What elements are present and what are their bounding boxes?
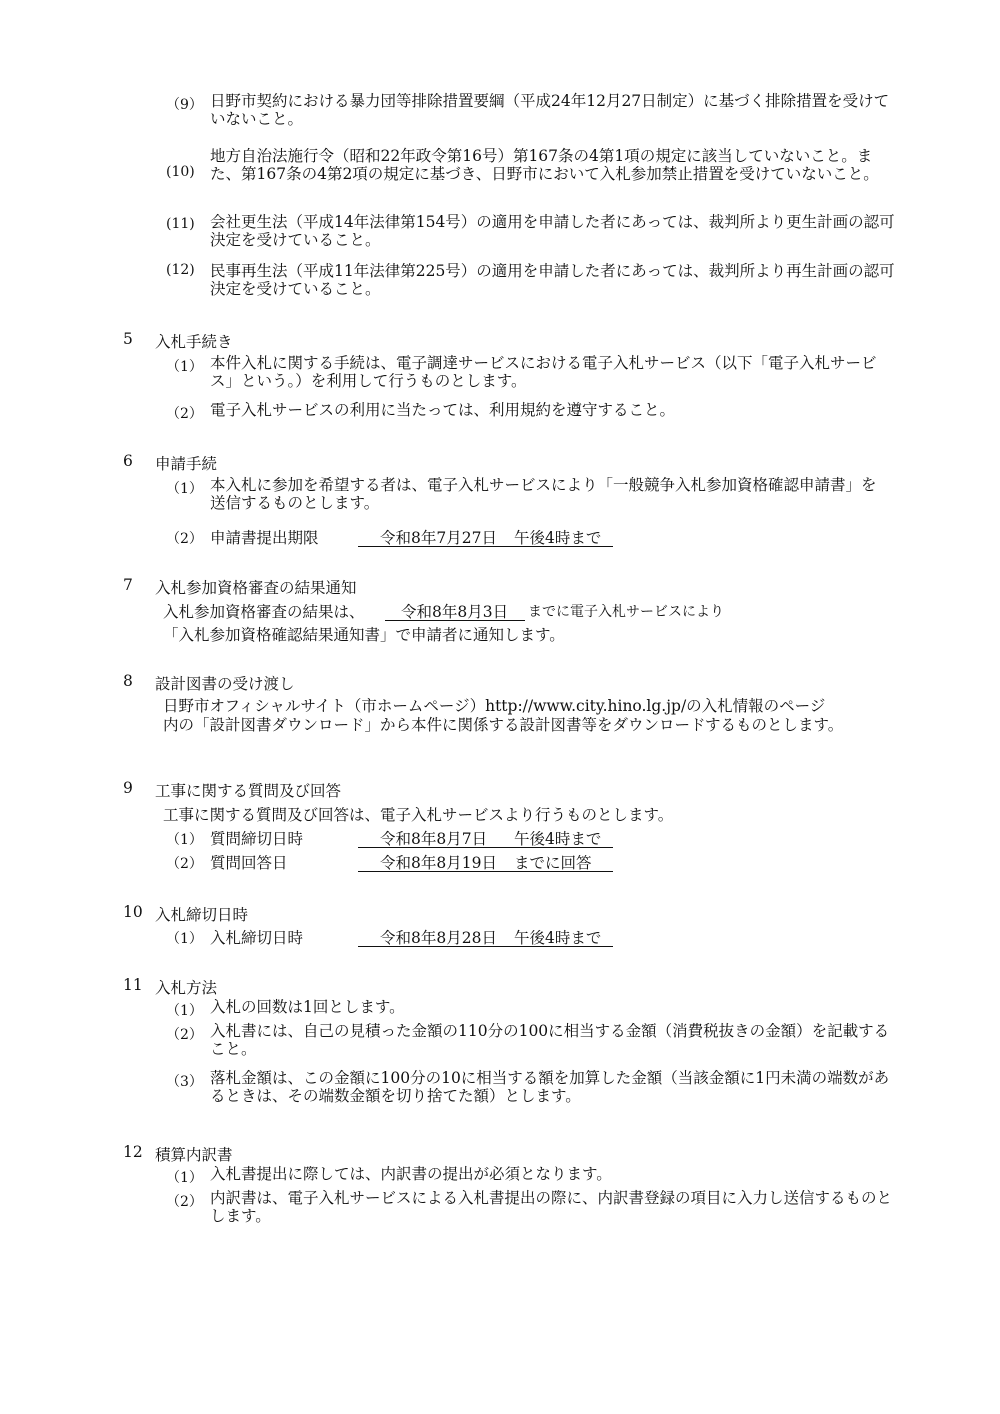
section-title: 工事に関する質問及び回答 bbox=[155, 782, 342, 800]
design-docs-text: 日野市オフィシャルサイト（市ホームページ）http://www.city.hino.lg.jp/の入札情報のページ bbox=[163, 697, 826, 715]
item-text: 入札書には、自己の見積った金額の110分の100に相当する金額（消費税抜きの金額）を記載すること。 bbox=[210, 1022, 890, 1058]
item-number: （1） bbox=[166, 832, 203, 848]
result-notice-text-3: 「入札参加資格確認結果通知書」で申請者に通知します。 bbox=[163, 626, 565, 644]
item-number: (11) bbox=[166, 216, 195, 232]
section-title: 申請手続 bbox=[155, 455, 218, 473]
item-number: （9） bbox=[166, 97, 203, 113]
bid-deadline-time: 午後4時まで bbox=[514, 929, 602, 947]
section-number: 9 bbox=[123, 779, 133, 797]
section-number: 12 bbox=[123, 1143, 143, 1161]
qa-deadline-date: 令和8年8月7日 bbox=[380, 830, 488, 848]
section-title: 設計図書の受け渡し bbox=[155, 675, 295, 693]
deadline-underline bbox=[358, 524, 613, 547]
item-number: （1） bbox=[166, 931, 203, 947]
qa-answer-label: 質問回答日 bbox=[210, 854, 288, 872]
qa-answer-date: 令和8年8月19日 bbox=[380, 854, 497, 872]
item-number: （3） bbox=[166, 1074, 203, 1090]
section-title: 積算内訳書 bbox=[155, 1146, 233, 1164]
item-number: (10) bbox=[166, 164, 195, 180]
item-number: （1） bbox=[166, 481, 203, 497]
result-notice-text-2: までに電子入札サービスにより bbox=[528, 604, 724, 620]
item-text: 本入札に参加を希望する者は、電子入札サービスにより「一般競争入札参加資格確認申請書」を送信するものとします。 bbox=[210, 476, 877, 512]
section-number: 8 bbox=[123, 672, 133, 690]
item-number: (12) bbox=[166, 262, 195, 278]
result-date-underline bbox=[385, 598, 525, 621]
section-number: 11 bbox=[123, 976, 143, 994]
design-docs-text-2: 内の「設計図書ダウンロード」から本件に関係する設計図書等をダウンロードするものとします。 bbox=[163, 716, 844, 734]
item-number: （1） bbox=[166, 1170, 203, 1186]
result-date: 令和8年8月3日 bbox=[401, 603, 509, 621]
item-text: 本件入札に関する手続は、電子調達サービスにおける電子入札サービス（以下「電子入札サービス」という。）を利用して行うものとします。 bbox=[210, 354, 877, 390]
bid-deadline-underline bbox=[358, 924, 613, 947]
section-title: 入札締切日時 bbox=[155, 906, 249, 924]
item-number: （2） bbox=[166, 1027, 203, 1043]
qa-deadline-label: 質問締切日時 bbox=[210, 830, 304, 848]
item-text: 日野市契約における暴力団等排除措置要綱（平成24年12月27日制定）に基づく排除措置を受けていないこと。 bbox=[210, 92, 890, 128]
section-number: 5 bbox=[123, 330, 133, 348]
item-text: 落札金額は、この金額に100分の10に相当する額を加算した金額（当該金額に1円未満の端数があるときは、その端数金額を切り捨てた額）とします。 bbox=[210, 1069, 890, 1105]
item-number: （2） bbox=[166, 531, 203, 547]
deadline-date: 令和8年7月27日 bbox=[380, 529, 497, 547]
qa-intro: 工事に関する質問及び回答は、電子入札サービスより行うものとします。 bbox=[163, 806, 674, 824]
deadline-label: 申請書提出期限 bbox=[210, 529, 319, 547]
qa-answer-time: までに回答 bbox=[514, 854, 592, 872]
section-number: 6 bbox=[123, 452, 133, 470]
qa-deadline-time: 午後4時まで bbox=[514, 830, 602, 848]
section-number: 7 bbox=[123, 576, 133, 594]
item-number: （1） bbox=[166, 359, 203, 375]
item-text: 電子入札サービスの利用に当たっては、利用規約を遵守すること。 bbox=[210, 401, 676, 419]
deadline-time: 午後4時まで bbox=[514, 529, 602, 547]
qa-answer-underline bbox=[358, 849, 613, 872]
item-text: 内訳書は、電子入札サービスによる入札書提出の際に、内訳書登録の項目に入力し送信するものとします。 bbox=[210, 1189, 893, 1225]
item-text: 会社更生法（平成14年法律第154号）の適用を申請した者にあっては、裁判所より更生計画の認可決定を受けていること。 bbox=[210, 213, 895, 249]
qa-deadline-underline bbox=[358, 825, 613, 848]
bid-deadline-date: 令和8年8月28日 bbox=[380, 929, 497, 947]
item-number: （2） bbox=[166, 1194, 203, 1210]
item-text: 地方自治法施行令（昭和22年政令第16号）第167条の4第1項の規定に該当していないこと。また、第167条の4第2項の規定に基づき、日野市において入札参加禁止措置を受けていないこと。 bbox=[210, 147, 879, 183]
bid-deadline-label: 入札締切日時 bbox=[210, 929, 304, 947]
item-number: （1） bbox=[166, 1003, 203, 1019]
result-notice-text: 入札参加資格審査の結果は、 bbox=[163, 603, 365, 621]
item-number: （2） bbox=[166, 856, 203, 872]
item-number: （2） bbox=[166, 406, 203, 422]
section-number: 10 bbox=[123, 903, 143, 921]
section-title: 入札参加資格審査の結果通知 bbox=[155, 579, 357, 597]
section-title: 入札手続き bbox=[155, 333, 233, 351]
section-title: 入札方法 bbox=[155, 979, 218, 997]
item-text: 入札書提出に際しては、内訳書の提出が必須となります。 bbox=[210, 1165, 612, 1183]
item-text: 民事再生法（平成11年法律第225号）の適用を申請した者にあっては、裁判所より再生計画の認可決定を受けていること。 bbox=[210, 262, 895, 298]
item-text: 入札の回数は1回とします。 bbox=[210, 998, 405, 1016]
